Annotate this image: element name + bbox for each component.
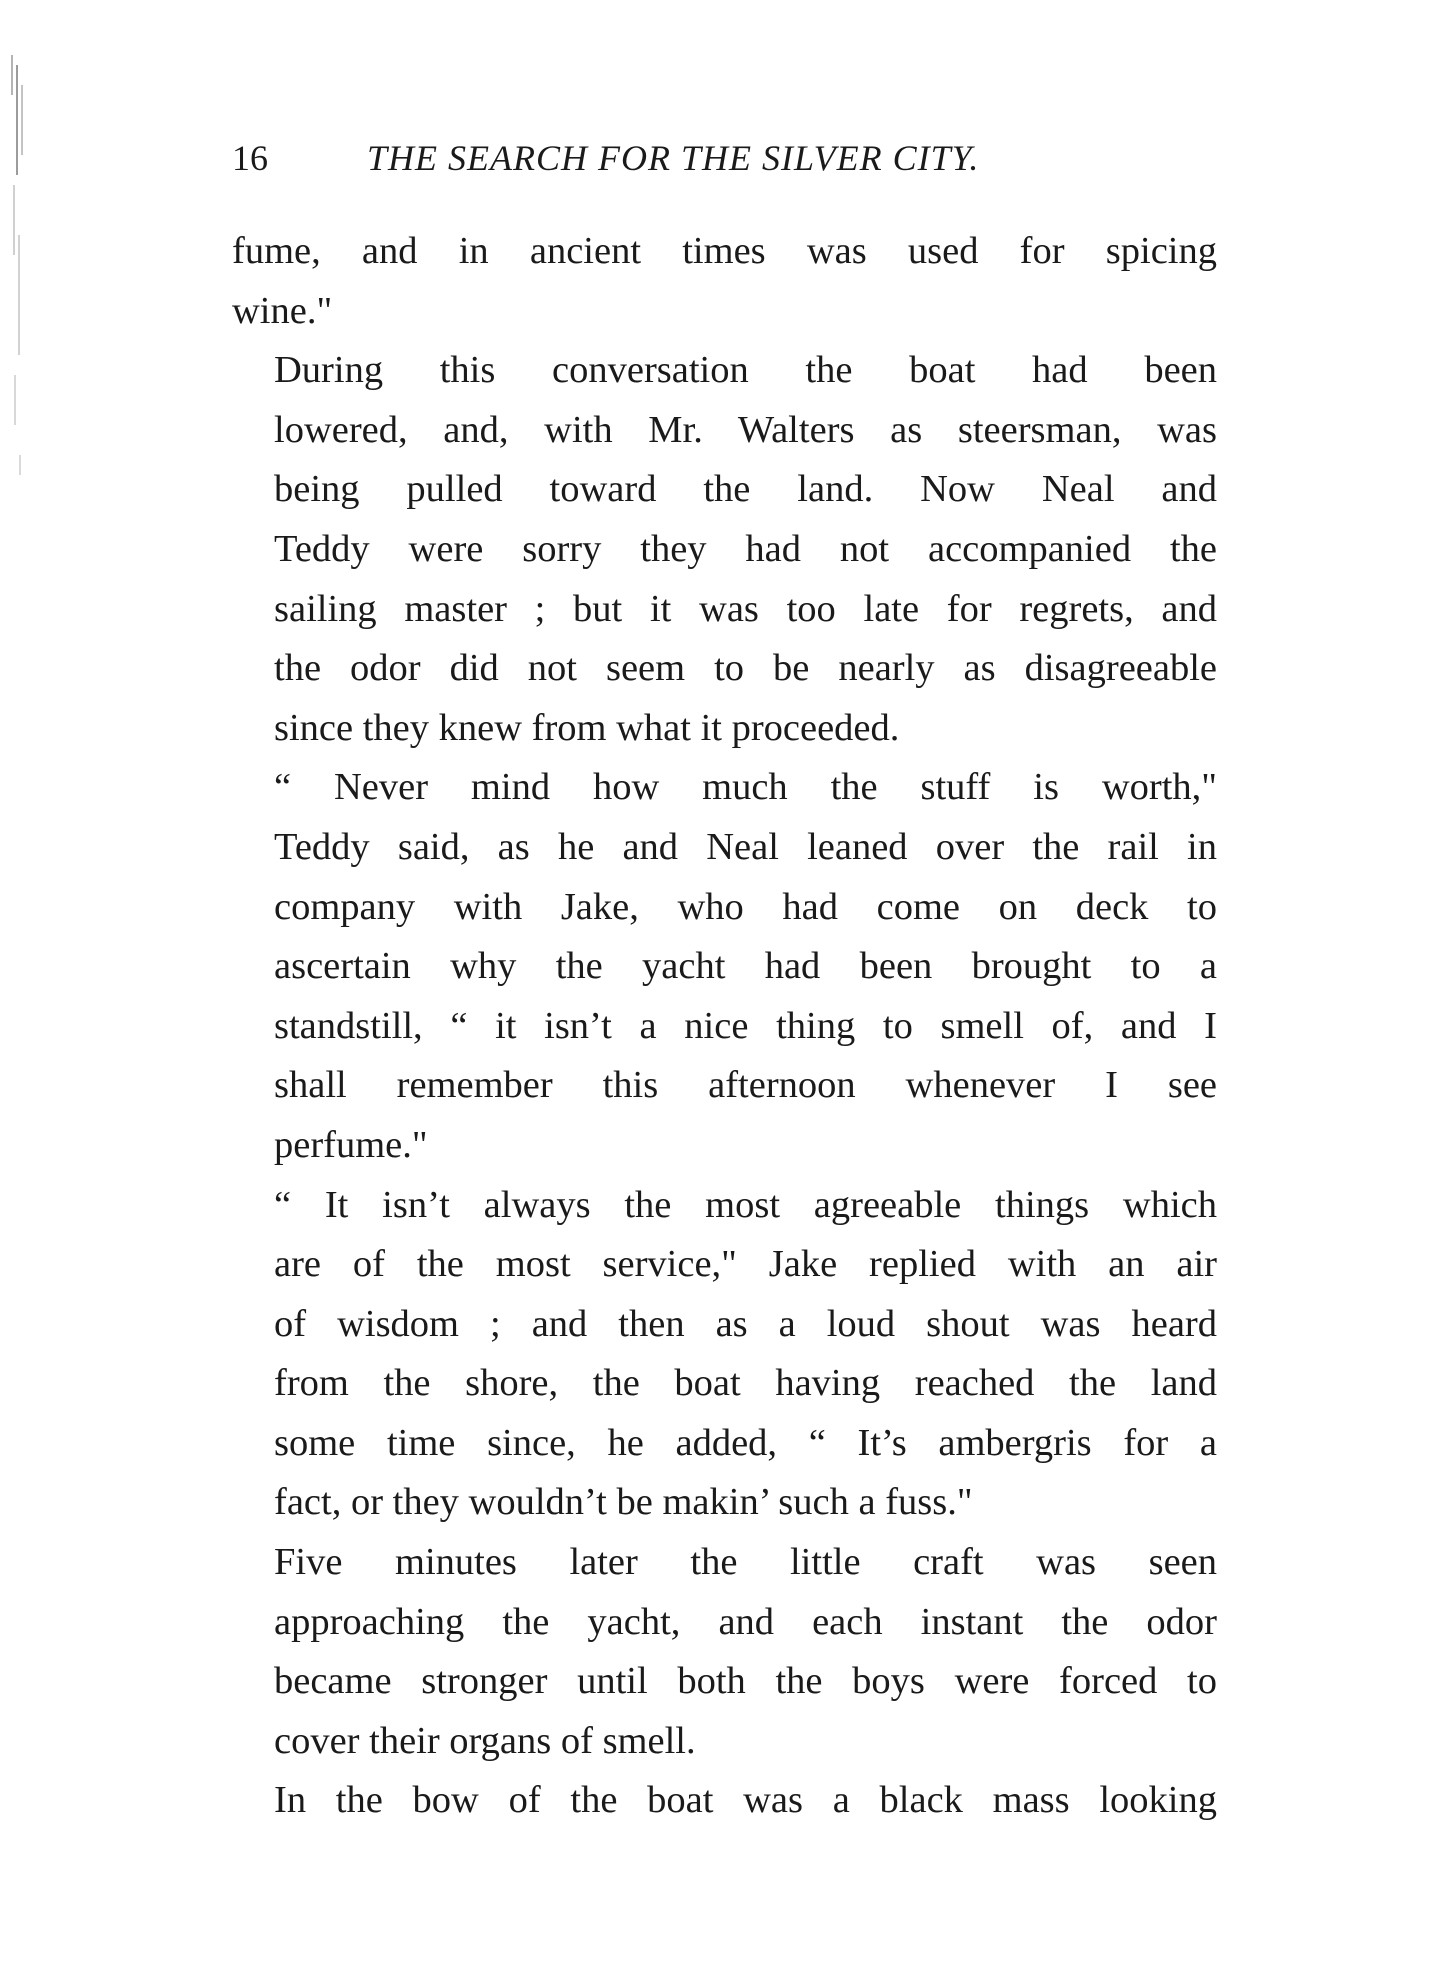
text-line: some time since, he added, “ It’s ambergris for a (274, 1421, 1217, 1464)
text-line: ascertain why the yacht had been brought to a (274, 945, 1217, 988)
text-line: of wisdom ; and then as a loud shout was heard (274, 1302, 1217, 1345)
paragraph (232, 1771, 1217, 1831)
page-number: 16 (232, 138, 268, 178)
text-line: Five minutes later the little craft was seen (274, 1541, 1217, 1584)
text-line: “ It isn’t always the most agreeable things which (274, 1183, 1217, 1226)
text-line: are of the most service," Jake replied with an air (274, 1243, 1217, 1286)
text-line: cover their organs of smell. (274, 1719, 696, 1762)
binding-gutter-marks (8, 55, 30, 495)
text-line: lowered, and, with Mr. Walters as steersman, was (274, 408, 1217, 451)
text-line: Teddy said, as he and Neal leaned over the rail in (274, 825, 1217, 868)
text-line: since they knew from what it proceeded. (274, 706, 900, 749)
paragraph (232, 758, 1217, 1175)
text-line: wine." (232, 289, 333, 332)
text-line: During this conversation the boat had been (274, 349, 1217, 392)
paragraph (232, 1176, 1217, 1534)
text-line: fact, or they wouldn’t be makin’ such a fuss." (274, 1481, 973, 1524)
text-line: company with Jake, who had come on deck to (274, 885, 1217, 928)
text-line: fume, and in ancient times was used for spicing (232, 230, 1217, 272)
text-line: “ Never mind how much the stuff is worth," (274, 766, 1217, 809)
text-line: being pulled toward the land. Now Neal and (274, 468, 1217, 511)
text-line: from the shore, the boat having reached the land (274, 1362, 1217, 1405)
paragraph (232, 341, 1217, 758)
text-line: sailing master ; but it was too late for regrets, and (274, 587, 1217, 630)
text-line: perfume." (274, 1123, 428, 1166)
text-line: shall remember this afternoon whenever I see (274, 1064, 1217, 1107)
text-line: standstill, “ it isn’t a nice thing to smell of, and I (274, 1004, 1217, 1047)
text-line: In the bow of the boat was a black mass looking (274, 1779, 1217, 1822)
text-line: approaching the yacht, and each instant the odor (274, 1600, 1217, 1643)
text-line: became stronger until both the boys were forced to (274, 1660, 1217, 1703)
body-text (232, 222, 1217, 1831)
paragraph (232, 222, 1217, 341)
running-title: THE SEARCH FOR THE SILVER CITY. (367, 138, 980, 178)
running-header (232, 130, 1217, 186)
text-line: the odor did not seem to be nearly as disagreeable (274, 647, 1217, 690)
text-line: Teddy were sorry they had not accompanied the (274, 527, 1217, 570)
paragraph (232, 1533, 1217, 1771)
